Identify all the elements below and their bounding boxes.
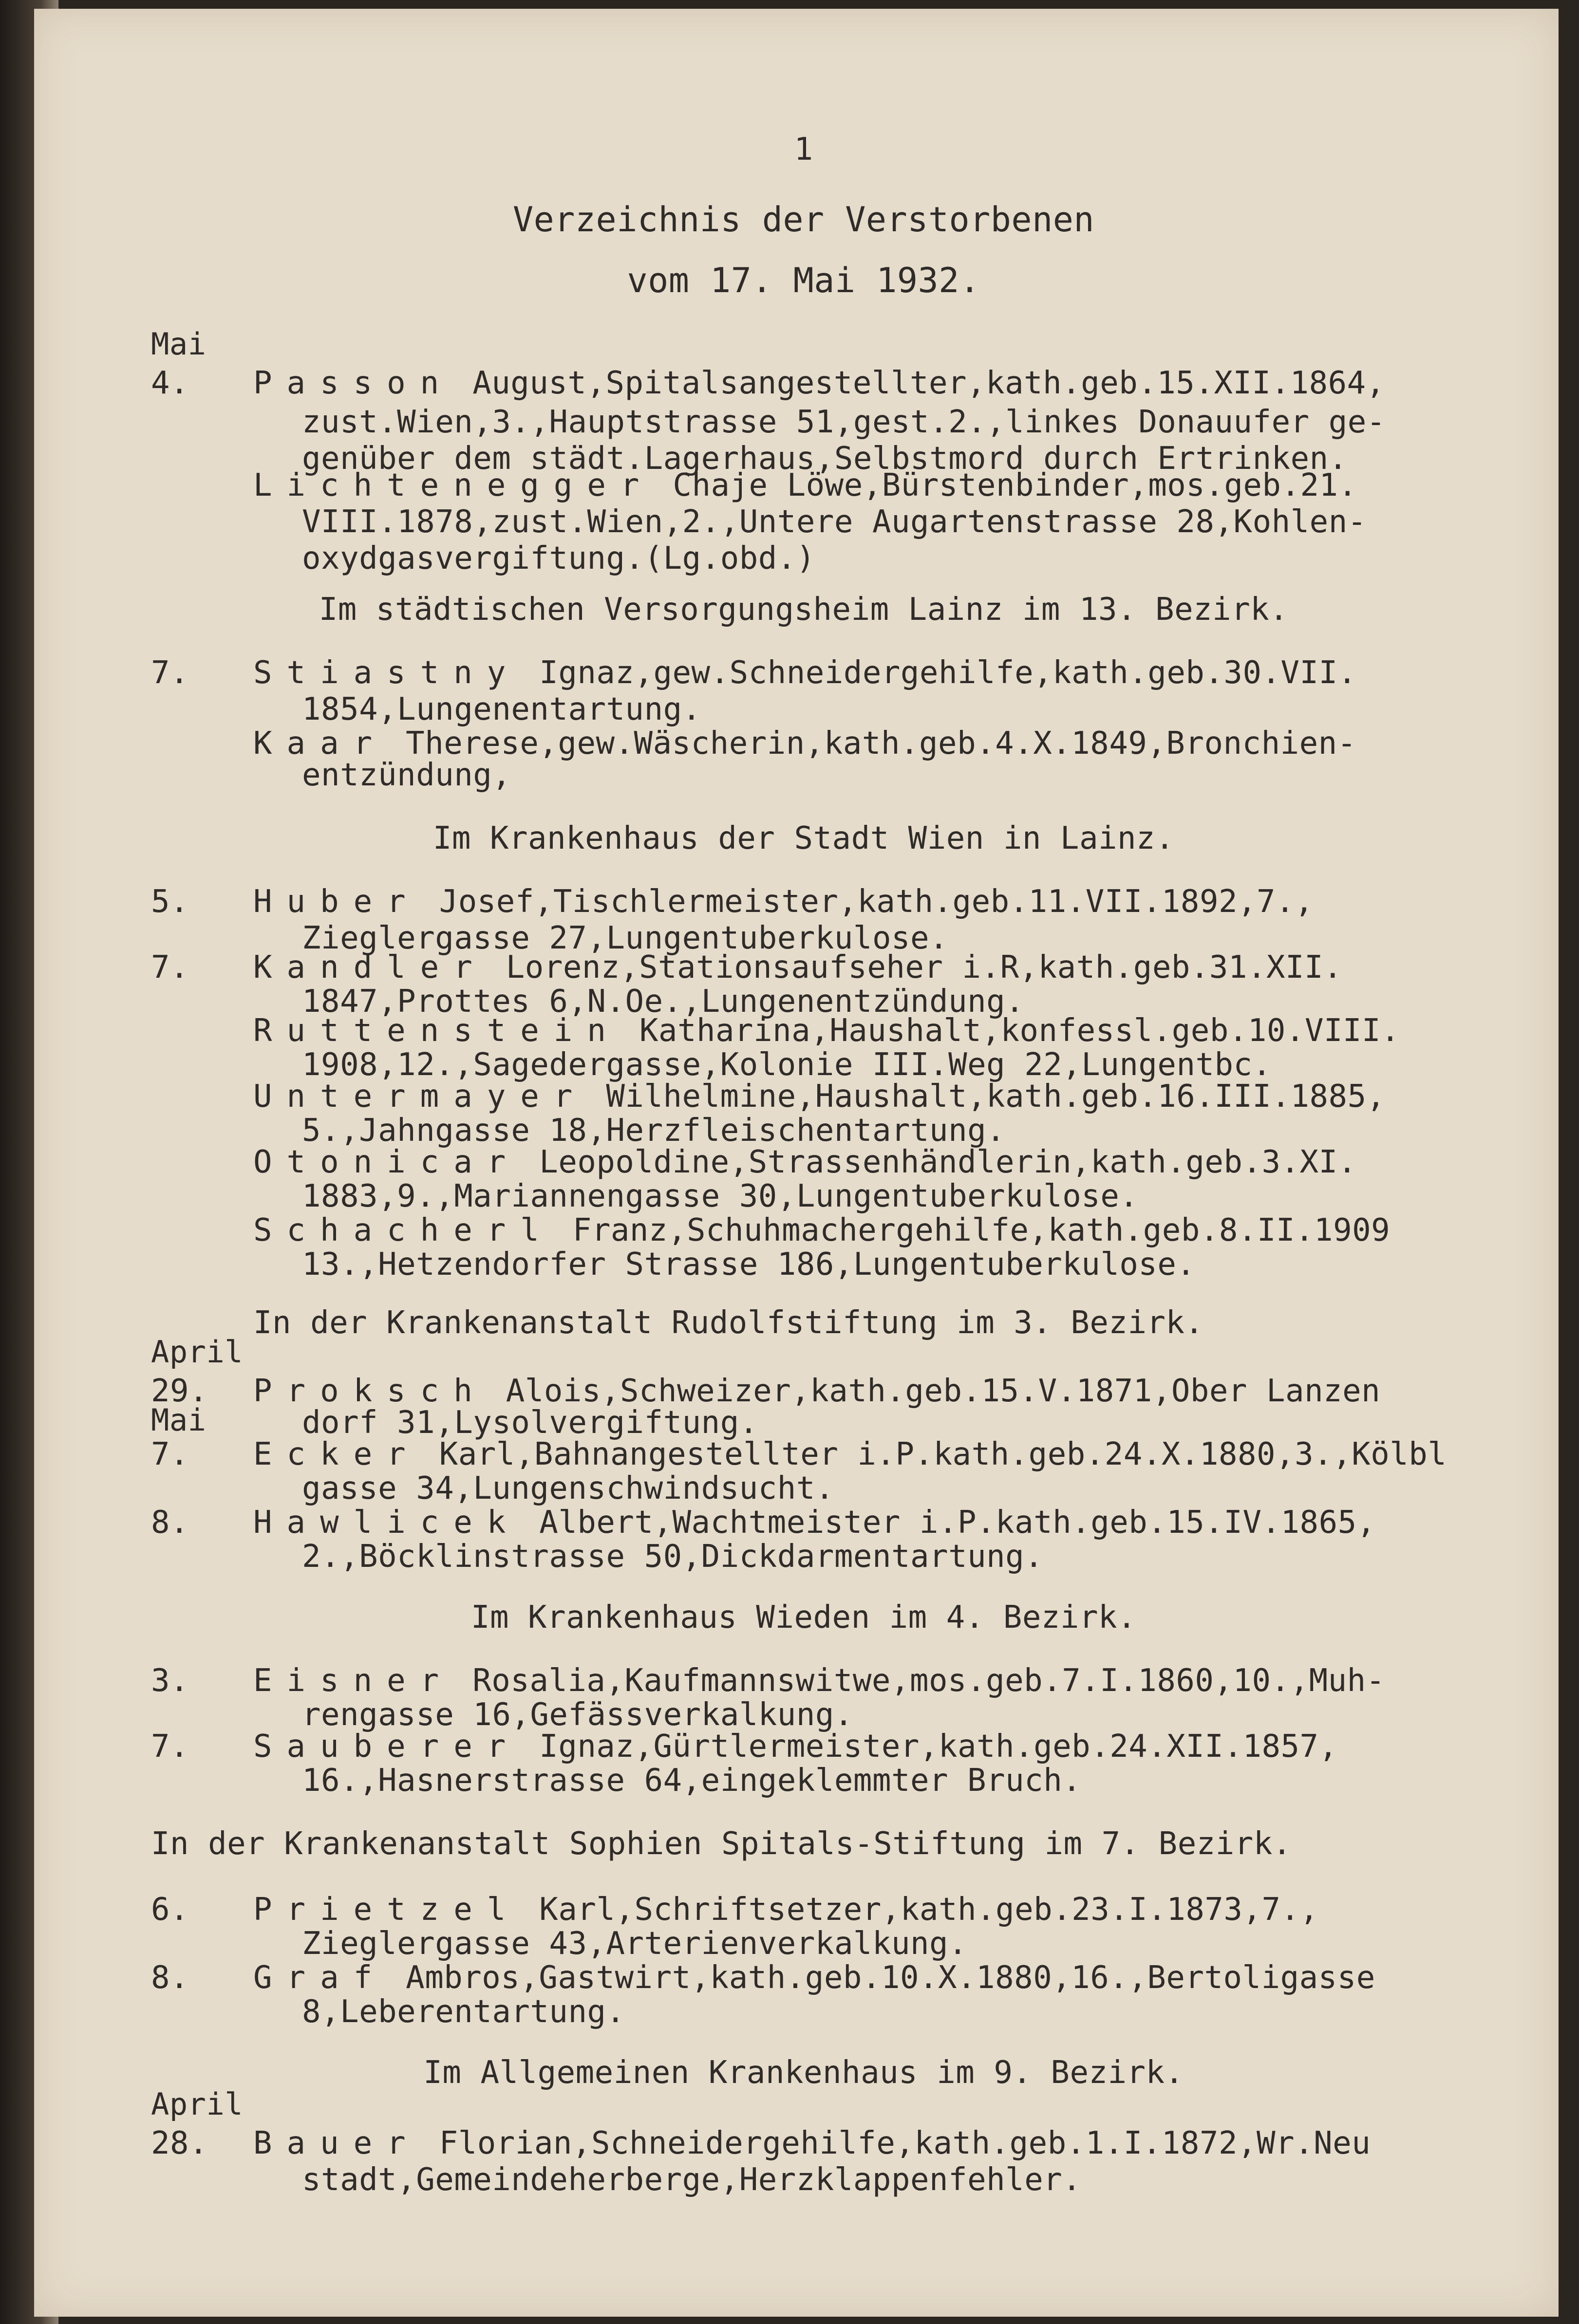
entry-surname: Stiastny (253, 655, 521, 691)
entry-line: 8,Leberentartung. (302, 1994, 625, 2030)
entry-surname: Prietzel (253, 1892, 521, 1928)
month-label: April (151, 2086, 244, 2122)
entry-first-line (253, 655, 1357, 691)
entry-text: Albert,Wachtmeister i.P.kath.geb.15.IV.1865, (539, 1505, 1376, 1541)
entry-day: 4. (151, 365, 189, 401)
section-heading: In der Krankenanstalt Rudolfstiftung im 3. Bezirk. (253, 1305, 1204, 1341)
entry-first-line (253, 1729, 1338, 1765)
entry-text: Wilhelmine,Haushalt,kath.geb.16.III.1885, (606, 1078, 1386, 1115)
section-heading: Im städtischen Versorgungsheim Lainz im 13. Bezirk. (319, 592, 1289, 628)
section-heading: Im Allgemeinen Krankenhaus im 9. Bezirk. (423, 2055, 1184, 2091)
entry-line: genüber dem städt.Lagerhaus,Selbstmord durch Ertrinken. (302, 441, 1348, 477)
entry-text: Rosalia,Kaufmannswitwe,mos.geb.7.I.1860,10.,Muh- (472, 1663, 1385, 1699)
entry-text: Katharina,Haushalt,konfessl.geb.10.VIII. (639, 1013, 1400, 1049)
entry-text: Alois,Schweizer,kath.geb.15.V.1871,Ober Lanzen (506, 1373, 1381, 1409)
section-heading: Im Krankenhaus der Stadt Wien in Lainz. (432, 820, 1175, 856)
entry-first-line (253, 884, 1314, 920)
entry-surname: Sauberer (253, 1729, 521, 1765)
entry-surname: Hawlicek (253, 1505, 521, 1541)
entry-surname: Ruttenstein (253, 1013, 620, 1049)
entry-text: August,Spitalsangestellter,kath.geb.15.XII.1864, (472, 365, 1385, 401)
entry-surname: Schacherl (253, 1212, 554, 1248)
entry-first-line (253, 1663, 1385, 1699)
entry-day: 28. (151, 2125, 208, 2161)
entry-surname: Huber (253, 884, 420, 920)
entry-line: zust.Wien,3.,Hauptstrasse 51,gest.2.,linkes Donauufer ge- (302, 404, 1386, 440)
entry-line: gasse 34,Lungenschwindsucht. (302, 1470, 834, 1506)
entry-first-line (253, 1013, 1400, 1049)
entry-first-line (253, 365, 1385, 401)
entry-text: Leopoldine,Strassenhändlerin,kath.geb.3.XI. (539, 1144, 1357, 1180)
entry-surname: Kandler (253, 949, 487, 985)
page-number: 1 (794, 131, 813, 167)
entry-first-line (253, 2125, 1371, 2161)
entry-surname: Ecker (253, 1436, 420, 1472)
entry-day: 5. (151, 884, 189, 920)
entry-day: 29. (151, 1373, 208, 1409)
entry-line: 1908,12.,Sagedergasse,Kolonie III.Weg 22,Lungentbc. (302, 1047, 1272, 1083)
entry-line: entzündung, (302, 757, 511, 793)
document-title: Verzeichnis der Verstorbenen (512, 200, 1095, 240)
entry-line: dorf 31,Lysolvergiftung. (302, 1405, 758, 1441)
entry-first-line (253, 1144, 1357, 1180)
entry-surname: Eisner (253, 1663, 454, 1699)
entry-text: Karl,Bahnangestellter i.P.kath.geb.24.X.1880,3.,Kölbl (439, 1436, 1447, 1472)
entry-text: Ignaz,gew.Schneidergehilfe,kath.geb.30.VII. (539, 655, 1357, 691)
section-heading: Im Krankenhaus Wieden im 4. Bezirk. (470, 1599, 1137, 1636)
entry-surname: Lichtenegger (253, 467, 654, 503)
entry-surname: Passon (253, 365, 454, 401)
entry-day: 7. (151, 1729, 189, 1765)
entry-surname: Otonicar (253, 1144, 521, 1180)
entry-line: rengasse 16,Gefässverkalkung. (302, 1697, 853, 1733)
entry-first-line (253, 1078, 1386, 1115)
entry-surname: Proksch (253, 1373, 487, 1409)
entry-day: 7. (151, 949, 189, 985)
entry-surname: Bauer (253, 2125, 420, 2161)
entry-day: 3. (151, 1663, 189, 1699)
entry-text: Franz,Schuhmachergehilfe,kath.geb.8.II.1909 (572, 1212, 1391, 1248)
entry-surname: Untermayer (253, 1078, 587, 1115)
entry-line: Zieglergasse 27,Lungentuberkulose. (302, 920, 949, 956)
entry-text: Florian,Schneidergehilfe,kath.geb.1.I.1872,Wr.Neu (439, 2125, 1371, 2161)
entry-first-line (253, 1436, 1447, 1472)
entry-line: 1883,9.,Mariannengasse 30,Lungentuberkulose. (302, 1178, 1139, 1214)
entry-text: Chaje Löwe,Bürstenbinder,mos.geb.21. (673, 467, 1357, 503)
entry-surname: Kaar (253, 725, 387, 762)
entry-first-line (253, 1505, 1376, 1541)
entry-text: Ambros,Gastwirt,kath.geb.10.X.1880,16.,Bertoligasse (406, 1960, 1375, 1996)
entry-line: Zieglergasse 43,Arterienverkalkung. (302, 1926, 968, 1962)
entry-text: Karl,Schriftsetzer,kath.geb.23.I.1873,7., (539, 1892, 1319, 1928)
entry-first-line (253, 1960, 1375, 1996)
entry-day: 7. (151, 655, 189, 691)
document-date: vom 17. Mai 1932. (627, 260, 980, 300)
entry-day: 7. (151, 1436, 189, 1472)
entry-day: 8. (151, 1960, 189, 1996)
entry-first-line (253, 1892, 1319, 1928)
entry-first-line (253, 1212, 1390, 1248)
section-heading: In der Krankenanstalt Sophien Spitals-Stiftung im 7. Bezirk. (151, 1826, 1292, 1862)
entry-line: 13.,Hetzendorfer Strasse 186,Lungentuberkulose. (302, 1246, 1196, 1283)
entry-day: 8. (151, 1505, 189, 1541)
entry-first-line (253, 949, 1342, 985)
entry-first-line (253, 467, 1357, 503)
entry-line: 5.,Jahngasse 18,Herzfleischentartung. (302, 1113, 1006, 1149)
entry-surname: Graf (253, 1960, 387, 1996)
entry-line: 1854,Lungenentartung. (302, 691, 701, 727)
entry-text: Ignaz,Gürtlermeister,kath.geb.24.XII.1857, (539, 1729, 1338, 1765)
month-label: Mai (151, 1402, 207, 1438)
entry-line: 1847,Prottes 6,N.Oe.,Lungenentzündung. (302, 984, 1025, 1020)
entry-line: VIII.1878,zust.Wien,2.,Untere Augartenstrasse 28,Kohlen- (302, 504, 1367, 540)
entry-line: 16.,Hasnerstrasse 64,eingeklemmter Bruch. (302, 1763, 1082, 1799)
entry-day: 6. (151, 1892, 189, 1928)
month-label: April (151, 1334, 244, 1370)
entry-text: Lorenz,Stationsaufseher i.R,kath.geb.31.XII. (506, 949, 1343, 985)
entry-line: 2.,Böcklinstrasse 50,Dickdarmentartung. (302, 1539, 1044, 1575)
entry-line: oxydgasvergiftung.(Lg.obd.) (302, 540, 815, 576)
entry-text: Therese,gew.Wäscherin,kath.geb.4.X.1849,Bronchien- (406, 725, 1356, 762)
entry-first-line (253, 1373, 1380, 1409)
month-label: Mai (151, 326, 207, 362)
entry-first-line (253, 725, 1356, 762)
entry-line: stadt,Gemeindeherberge,Herzklappenfehler. (302, 2162, 1082, 2198)
entry-text: Josef,Tischlermeister,kath.geb.11.VII.1892,7., (439, 884, 1314, 920)
